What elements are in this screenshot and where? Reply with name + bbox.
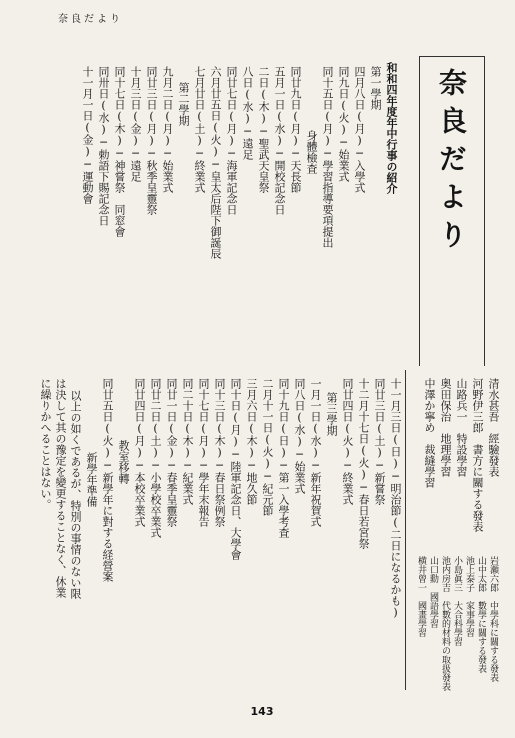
upper-line: 同廿九日(月)─天長節 bbox=[289, 66, 302, 193]
upper-line: 七月廿日(土)─終業式 bbox=[193, 66, 206, 193]
upper-line: 第二學期 bbox=[177, 82, 190, 126]
middle-line: 同十日(月)─陸軍記念日、大學會 bbox=[229, 378, 242, 560]
middle-paragraph-line: は決して其の豫定を變更することなく、休業 bbox=[54, 378, 67, 598]
middle-line: 同十七日(月)─學年末報告 bbox=[197, 378, 210, 527]
right-line: 清水甚吾 經驗發表 bbox=[487, 378, 500, 477]
upper-line: 六月廿五日(火)─皇太后陛下御誕辰 bbox=[209, 66, 222, 259]
schedule-heading: 和和四年度年中行事の紹介 bbox=[385, 62, 398, 194]
middle-line: 同廿三日(土)─新嘗祭 bbox=[373, 378, 386, 505]
upper-line: 第一學期 bbox=[369, 66, 382, 110]
right-line: 岩瀬六郎 中學科に關する發表 bbox=[488, 556, 498, 682]
middle-line: 同廿五日(火)─新學年に對する経營案 bbox=[101, 378, 114, 582]
upper-line: 同廿七日(月)─海軍記念日 bbox=[225, 66, 238, 215]
upper-line: 同十七日(木)─神嘗祭 同窓會 bbox=[113, 66, 126, 237]
right-line: 中澤か寧め 裁縫學習 bbox=[423, 378, 436, 488]
middle-line: 同十九日(日)─第一入學考査 bbox=[277, 378, 290, 538]
upper-line: 八日(水)─遠足 bbox=[241, 66, 254, 160]
page-title: 奈良だより bbox=[435, 68, 468, 258]
upper-line: 同十五日(月)─學習指導要項提出 bbox=[321, 66, 334, 248]
middle-paragraph-line: 以上の如くであるが、特別の事情のない限 bbox=[69, 390, 82, 599]
middle-line: 二月十一日(火)─紀元節 bbox=[261, 378, 274, 516]
middle-line: 教室移轉 bbox=[117, 440, 130, 484]
upper-line: 同九日(火)─始業式 bbox=[337, 66, 350, 182]
upper-line: 十一月一日(金)─運動會 bbox=[81, 66, 94, 204]
column-divider bbox=[405, 370, 406, 690]
upper-line: 同廿三日(月)─秋季皇靈祭 bbox=[145, 66, 158, 215]
right-line: 小島眞三 大合科學習 bbox=[452, 556, 462, 646]
title-box-left bbox=[419, 56, 420, 366]
right-line: 池内房吉 代數的材料の取扱發表 bbox=[440, 556, 450, 691]
right-line: 山路兵一 特設學習 bbox=[455, 378, 468, 477]
upper-line: 九月二日(月)─始業式 bbox=[161, 66, 174, 193]
upper-line: 二日(木)─聖武天皇祭 bbox=[257, 66, 270, 193]
right-line: 池上泰子 家事學習 bbox=[464, 556, 474, 637]
upper-line: 同卅日(水)─勅語下賜記念日 bbox=[97, 66, 110, 226]
middle-line: 同二十日(木)─紀業式 bbox=[181, 378, 194, 505]
title-box-right bbox=[484, 56, 485, 366]
middle-line: 同廿四日(火)─終業式 bbox=[341, 378, 354, 505]
middle-line: 同十三日(木)─春日祭例祭 bbox=[213, 378, 226, 527]
page-number: 143 bbox=[250, 705, 274, 718]
upper-line: 四月八日(月)─入學式 bbox=[353, 66, 366, 193]
middle-line: 同廿二日(土)─小學校卒業式 bbox=[149, 378, 162, 538]
upper-line: 十月三日(金)─遠足 bbox=[129, 66, 142, 182]
right-line: 河野伊三郎 書方に關する發表 bbox=[471, 378, 484, 532]
upper-line: 五月一日(水)─開校記念日 bbox=[273, 66, 286, 215]
middle-line: 同廿四日(月)─本校卒業式 bbox=[133, 378, 146, 527]
middle-line: 新學年準備 bbox=[85, 452, 98, 507]
middle-line: 同八日(水)─始業式 bbox=[293, 378, 306, 494]
right-line: 山口勳 國語學習 bbox=[428, 556, 438, 628]
middle-line: 一月一日(水)─新年祝賀式 bbox=[309, 378, 322, 527]
middle-line: 同廿一日(金)─春季皇靈祭 bbox=[165, 378, 178, 527]
right-line: 横井曾一 國畫學習 bbox=[416, 556, 426, 637]
upper-line: 身體檢査 bbox=[305, 130, 318, 174]
running-header: 奈良だより bbox=[58, 14, 123, 25]
title-box-top bbox=[419, 56, 484, 57]
right-line: 山中太郎 數學に關する發表 bbox=[476, 556, 486, 673]
middle-line: 十二月十七日(火)─春日若宮祭 bbox=[357, 378, 370, 549]
right-line: 奥田保治 地理學習 bbox=[439, 378, 452, 477]
middle-line: 三月六日(木)─地久節 bbox=[245, 378, 258, 505]
middle-line: 十一月三日(日)─明治節(二日になるかも) bbox=[389, 378, 402, 619]
middle-line: 第三學期 bbox=[325, 392, 338, 436]
middle-paragraph-line: に繰りかへることはない。 bbox=[39, 378, 52, 510]
